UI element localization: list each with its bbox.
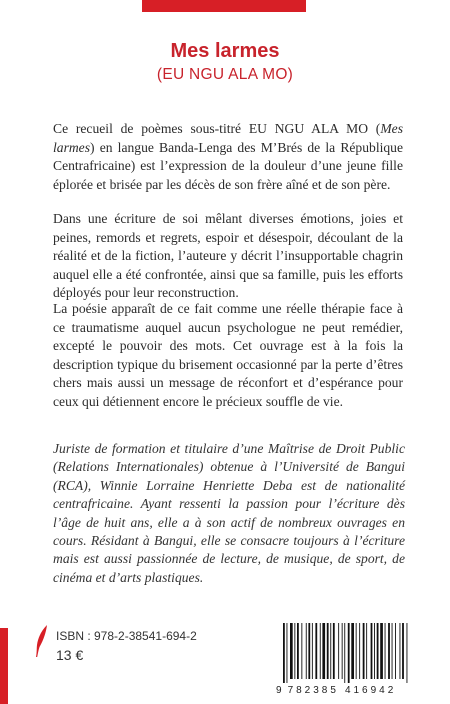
barcode-bar [366, 623, 367, 679]
barcode-bar [322, 623, 325, 679]
barcode-bar [359, 623, 360, 679]
barcode-digit-group-1: 782385 [287, 685, 339, 696]
barcode-bar [374, 623, 375, 679]
top-accent-bar [142, 0, 306, 12]
book-title: Mes larmes [170, 40, 280, 62]
barcode-bar [297, 623, 299, 679]
barcode-bar [348, 623, 350, 683]
isbn-label: ISBN : 978-2-38541-694-2 [56, 629, 197, 643]
barcode-bar [333, 623, 335, 679]
barcode-bar [395, 623, 396, 679]
barcode-bar [344, 623, 345, 683]
barcode-bar [356, 623, 357, 679]
barcode-bar [402, 623, 404, 679]
barcode-bar [308, 623, 310, 679]
barcode-bar [301, 623, 302, 679]
p1-text-start: Ce recueil de poèmes sous-titré EU NGU ALA MO ( [53, 121, 381, 136]
feather-icon [33, 624, 49, 658]
barcode-bar [290, 623, 293, 679]
description-paragraph-2: Dans une écriture de soi mêlant diverses émotions, joies et peines, remords et regrets, espoir et désespoir, découlant de la réalité et de la fiction, l’auteure y décrit l’insupportable chagrin auquel elle a été confrontée, ainsi que sa famille, puis les efforts déployés pour leur reconstruction. [53, 211, 403, 301]
barcode-bar [407, 623, 408, 683]
barcode-digit-lead: 9 [276, 685, 282, 696]
description-paragraph-1 [53, 120, 403, 194]
barcode-bar [330, 623, 331, 679]
barcode-bar [371, 623, 373, 679]
barcode-bar [315, 623, 317, 679]
barcode-bar [294, 623, 295, 679]
description-paragraph-3: La poésie apparaît de ce fait comme une réelle thérapie face à ce traumatisme auquel aucun psychologue ne peut remédier, excepté le pouvoir des mots. Cet ouvrage est à la fois la description typique du brisement occasionné par la perte d’êtres chers mais aussi un message de réconfort et d’espérance pour ceux qui détiennent encore le précieux souffle de vie. [53, 301, 403, 409]
barcode-bar [380, 623, 383, 679]
barcode-bar [320, 623, 321, 679]
author-bio: Juriste de formation et titulaire d’une Maîtrise de Droit Public (Relations Internationales) obtenue à l’Université de Bangui (RCA), Winnie Lorraine Henriette Deba est de nationalité centrafricaine. Ayant ressenti la passion pour l’écriture dès l’âge de huit ans, elle a à son actif de nombreux ouvrages en cours. Résidant à Bangui, elle se consacre toujours à l’écriture mais est aussi passionnée de lecture, de musique, de sport, de cinéma et d’arts plastiques. [53, 441, 405, 585]
barcode-bar [338, 623, 339, 679]
barcode-bar [385, 623, 386, 679]
barcode-bar [388, 623, 390, 679]
barcode [279, 623, 415, 683]
p1-italic-title: Mes larmes [53, 121, 403, 155]
barcode-bar [283, 623, 285, 683]
barcode-bar [392, 623, 393, 679]
barcode-bar [363, 623, 365, 679]
barcode-bar [327, 623, 329, 679]
price-label: 13 € [56, 647, 84, 663]
barcode-bar [342, 623, 343, 679]
barcode-bar [377, 623, 379, 679]
barcode-bar [351, 623, 354, 679]
barcode-bar [306, 623, 307, 679]
barcode-digits [276, 685, 418, 696]
barcode-bar [312, 623, 313, 679]
left-accent-bar [0, 628, 8, 704]
barcode-bar [287, 623, 288, 683]
p1-text-end: ) en langue Banda-Lenga des M’Brés de la République Centrafricaine) est l’expression de la douleur d’une jeune fille éplorée et brisée par les décès de son frère aîné et de son père. [53, 139, 403, 192]
book-subtitle: (EU NGU ALA MO) [156, 66, 294, 83]
barcode-digit-group-2: 416942 [344, 685, 397, 696]
barcode-bar [400, 623, 401, 679]
